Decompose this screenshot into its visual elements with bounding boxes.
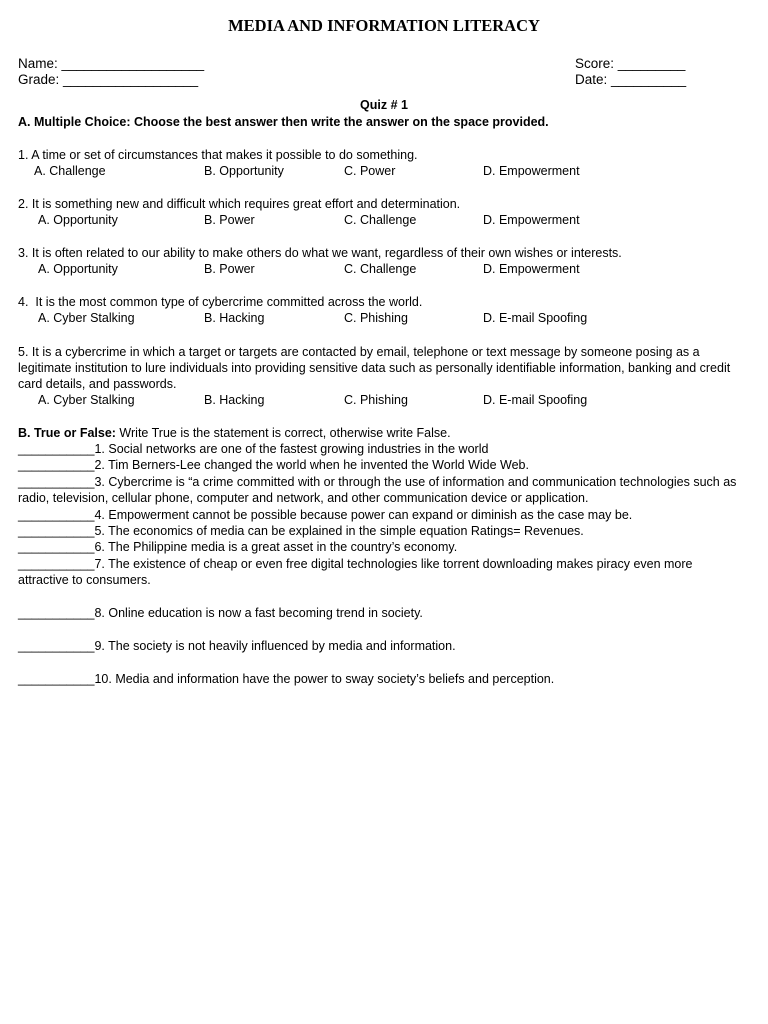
q1-option-b: B. Opportunity xyxy=(204,164,284,178)
tf-item-1: ___________1. Social networks are one of the fastest growing industries in the world xyxy=(18,442,489,456)
tf-item-3: ___________3. Cybercrime is “a crime committed with or through the use of information and communication technologies such as radio, television, cellular phone, computer and network, and other communication device or application. xyxy=(18,475,737,506)
section-b-instructions: Write True is the statement is correct, otherwise write False. xyxy=(115,426,451,440)
tf-item-2: ___________2. Tim Berners-Lee changed the world when he invented the World Wide Web. xyxy=(18,458,529,472)
document-title: MEDIA AND INFORMATION LITERACY xyxy=(228,16,540,35)
q4-option-b: B. Hacking xyxy=(204,311,265,325)
q3-option-b: B. Power xyxy=(204,262,255,276)
question-3: 3. It is often related to our ability to make others do what we want, regardless of their own wishes or interests. xyxy=(18,246,622,260)
question-5: 5. It is a cybercrime in which a target or targets are contacted by email, telephone or text message by someone posing as a legitimate institution to lure individuals into providing sensitive data such as personally identifiable information, banking and credit card details, and passwords. xyxy=(18,345,731,392)
q2-option-c: C. Challenge xyxy=(344,213,417,227)
tf-item-6: ___________6. The Philippine media is a great asset in the country’s economy. xyxy=(18,540,458,554)
tf-item-9: ___________9. The society is not heavily influenced by media and information. xyxy=(18,639,456,653)
q5-option-a: A. Cyber Stalking xyxy=(38,393,135,407)
q3-option-c: C. Challenge xyxy=(344,262,417,276)
name-field: Name: ___________________ xyxy=(18,56,205,71)
q5-option-b: B. Hacking xyxy=(204,393,265,407)
q3-option-d: D. Empowerment xyxy=(483,262,580,276)
q5-option-d: D. E-mail Spoofing xyxy=(483,393,588,407)
q4-option-d: D. E-mail Spoofing xyxy=(483,311,588,325)
q2-option-b: B. Power xyxy=(204,213,255,227)
tf-item-7: ___________7. The existence of cheap or even free digital technologies like torrent downloading makes piracy even more attractive to consumers. xyxy=(18,557,693,588)
tf-item-5: ___________5. The economics of media can be explained in the simple equation Ratings= Revenues. xyxy=(18,524,584,538)
q2-option-a: A. Opportunity xyxy=(38,213,118,227)
section-b-label: B. True or False: xyxy=(18,426,116,440)
q1-option-a: A. Challenge xyxy=(34,164,106,178)
question-4: 4. It is the most common type of cybercrime committed across the world. xyxy=(18,295,423,309)
quiz-title: Quiz # 1 xyxy=(360,98,408,112)
q1-option-c: C. Power xyxy=(344,164,396,178)
date-field: Date: __________ xyxy=(575,72,687,87)
section-b-heading xyxy=(18,426,451,440)
tf-item-4: ___________4. Empowerment cannot be possible because power can expand or diminish as the case may be. xyxy=(18,508,633,522)
q2-option-d: D. Empowerment xyxy=(483,213,580,227)
q3-option-a: A. Opportunity xyxy=(38,262,118,276)
section-a-heading: A. Multiple Choice: Choose the best answer then write the answer on the space provided. xyxy=(18,115,549,129)
q1-option-d: D. Empowerment xyxy=(483,164,580,178)
grade-field: Grade: __________________ xyxy=(18,72,199,87)
score-field: Score: _________ xyxy=(575,56,686,71)
question-1: 1. A time or set of circumstances that makes it possible to do something. xyxy=(18,148,418,162)
q5-option-c: C. Phishing xyxy=(344,393,408,407)
q4-option-c: C. Phishing xyxy=(344,311,408,325)
tf-item-10: ___________10. Media and information have the power to sway society’s beliefs and perception. xyxy=(18,672,555,686)
question-2: 2. It is something new and difficult which requires great effort and determination. xyxy=(18,197,461,211)
q4-option-a: A. Cyber Stalking xyxy=(38,311,135,325)
tf-item-8: ___________8. Online education is now a fast becoming trend in society. xyxy=(18,606,423,620)
